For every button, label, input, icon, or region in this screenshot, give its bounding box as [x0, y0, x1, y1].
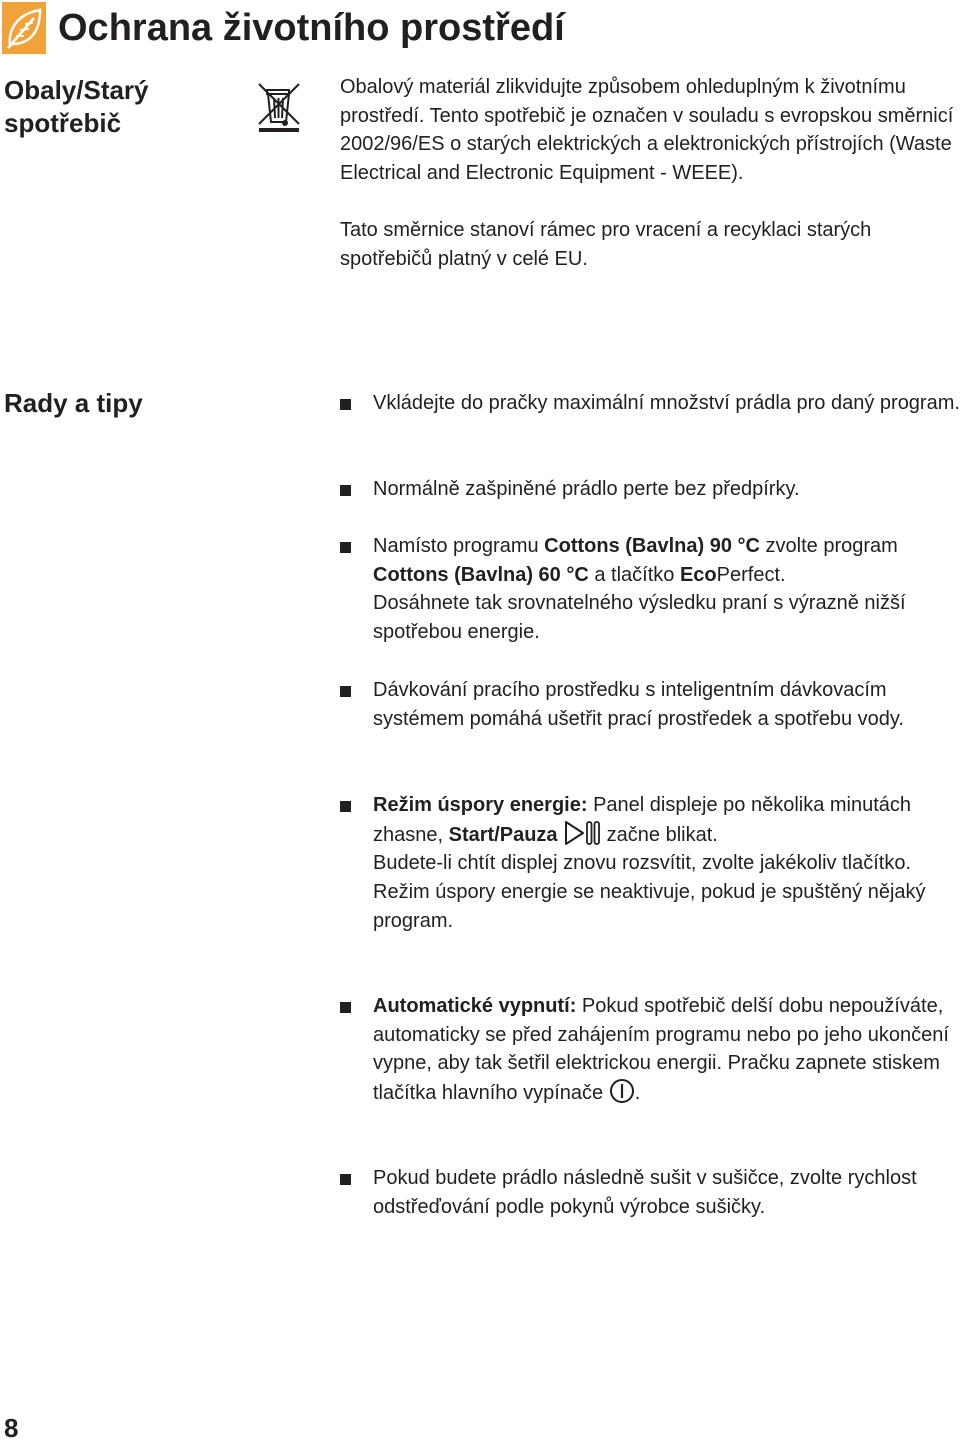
eco-label: Eco — [679, 563, 717, 586]
power-switch-icon — [609, 1078, 635, 1104]
program-name-60: Cottons (Bavlna) 60 °C — [373, 563, 589, 586]
bullet-icon — [340, 1002, 351, 1013]
tip-text: Normálně zašpiněné prádlo perte bez předpírky. — [373, 478, 800, 500]
leaf-icon — [2, 2, 46, 54]
page-title: Ochrana životního prostředí — [58, 7, 565, 49]
tip-text-part: Dosáhnete tak srovnatelného výsledku praní s výrazně nižší spotřebou energie. — [373, 592, 906, 644]
tip-text-part: Namísto programu — [373, 535, 545, 557]
tip-item — [340, 389, 960, 418]
tip-text: Pokud budete prádlo následně sušit v sušičce, zvolte rychlost odstřeďování podle pokynů výrobce sušičky. — [373, 1167, 917, 1218]
energy-saving-heading: Režim úspory energie: — [373, 794, 588, 816]
tip-text-part: Budete-li chtít displej znovu rozsvítit, zvolte jakékoliv tlačítko. — [373, 852, 912, 875]
tip-text-part: Režim úspory energie se neaktivuje, pokud je spuštěný nějaký program. — [373, 881, 926, 932]
crossed-out-wheelie-bin-icon — [255, 78, 303, 134]
tip-text-part: zvolte program — [759, 535, 898, 557]
tip-item — [340, 791, 960, 936]
start-pause-label: Start/Pauza — [448, 823, 558, 846]
tip-item — [340, 992, 960, 1108]
tip-text — [373, 992, 960, 1108]
tip-text-part: začne blikat. — [601, 823, 718, 846]
tip-text-part: Pokud spotřebič delší dobu nepoužíváte, automaticky se před zahájením programu nebo po jeho ukončení vypne, aby tak šetřil elektrickou energii. Pračku zapnete stiskem tlačítka hlavního vypínače — [373, 995, 949, 1105]
disposal-paragraph-1: Obalový materiál zlikvidujte způsobem ohleduplným k životnímu prostředí. Tento spotřebič je označen v souladu s evropskou směrnicí 2002/96/ES o starých elektrických a elektronických přístrojích (Waste Electrical and Electronic Equipment - WEEE). — [340, 76, 954, 184]
bullet-icon — [340, 399, 351, 410]
tip-item — [340, 1164, 960, 1221]
page-header — [0, 0, 960, 60]
disposal-paragraph-2: Tato směrnice stanoví rámec pro vracení a recyklaci starých spotřebičů platný v celé EU. — [340, 219, 872, 270]
auto-off-heading: Automatické vypnutí: — [373, 995, 577, 1017]
tip-text — [373, 532, 960, 647]
tip-text-part: a tlačítko — [588, 563, 680, 586]
tip-text-part: . — [634, 1082, 641, 1105]
program-name-90: Cottons (Bavlna) 90 °C — [544, 535, 760, 557]
tip-item — [340, 475, 960, 504]
tip-text: Vkládejte do pračky maximální množství prádla pro daný program. — [373, 392, 960, 414]
tip-text — [373, 791, 960, 936]
bullet-icon — [340, 686, 351, 697]
tip-item — [340, 676, 960, 733]
section-label-disposal: Obaly/Starý spotřebič — [4, 75, 149, 138]
play-pause-icon — [563, 820, 601, 846]
tip-item — [340, 532, 960, 647]
tip-text: Dávkování pracího prostředku s inteligentním dávkovacím systémem pomáhá ušetřit prací prostředek a spotřebu vody. — [373, 679, 904, 730]
bullet-icon — [340, 1174, 351, 1185]
page-number: 8 — [4, 1413, 19, 1443]
section-label-tips: Rady a tipy — [4, 388, 143, 418]
tip-text-part: Panel displeje po několika minutách zhasne, — [373, 794, 912, 846]
tip-text-part: Perfect. — [716, 563, 786, 586]
bullet-icon — [340, 801, 351, 812]
bullet-icon — [340, 485, 351, 496]
bullet-icon — [340, 542, 351, 553]
